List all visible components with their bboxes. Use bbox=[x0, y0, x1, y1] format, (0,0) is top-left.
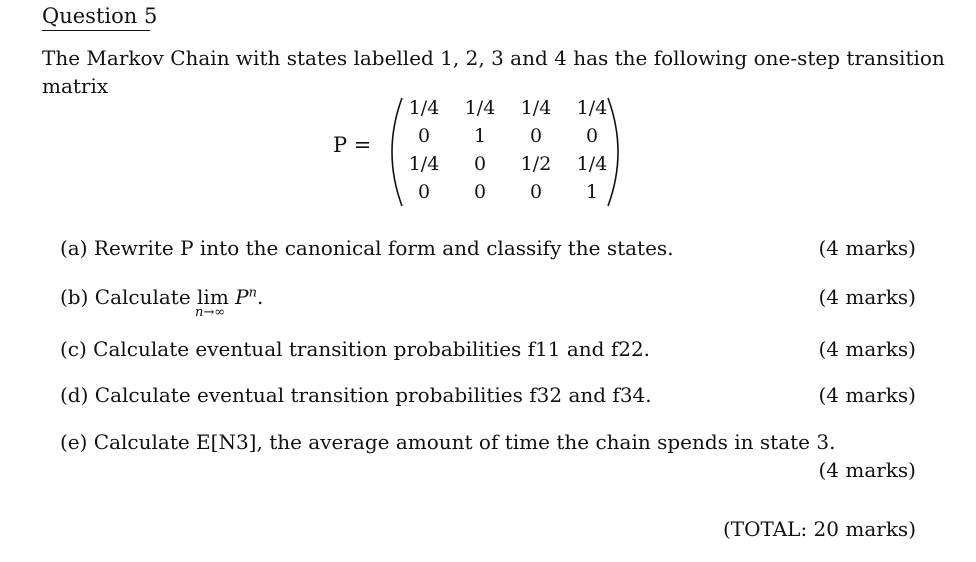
matrix-cell: 1/2 bbox=[520, 153, 552, 175]
part-a-text: (a) Rewrite P into the canonical form and classify the states. bbox=[60, 236, 674, 260]
title-underline bbox=[42, 30, 150, 31]
matrix-cell: 1 bbox=[585, 181, 599, 203]
matrix-cell: 1/4 bbox=[576, 153, 608, 175]
matrix-cell: 0 bbox=[417, 181, 431, 203]
matrix-label: P = bbox=[333, 133, 372, 157]
intro-line-1: The Markov Chain with states labelled 1, 2, 3 and 4 has the following one-step transition bbox=[42, 46, 945, 70]
question-intro bbox=[42, 44, 945, 100]
part-c-text: (c) Calculate eventual transition probabilities f11 and f22. bbox=[60, 337, 651, 361]
matrix-cell: 1/4 bbox=[520, 97, 552, 119]
matrix-cell: 0 bbox=[473, 153, 487, 175]
part-a-marks: (4 marks) bbox=[818, 236, 916, 260]
limit-word: lim bbox=[197, 285, 229, 309]
matrix-cell: 0 bbox=[417, 125, 431, 147]
matrix-row bbox=[396, 122, 620, 150]
matrix-cell: 0 bbox=[585, 125, 599, 147]
intro-line-2: matrix bbox=[42, 74, 109, 98]
question-title: Question 5 bbox=[42, 4, 158, 28]
part-b-marks: (4 marks) bbox=[818, 285, 916, 309]
matrix-cell: 1/4 bbox=[408, 153, 440, 175]
matrix-row bbox=[396, 150, 620, 178]
part-d-text: (d) Calculate eventual transition probabilities f32 and f34. bbox=[60, 383, 652, 407]
part-b-expr: P bbox=[235, 285, 249, 309]
limit-operator bbox=[195, 285, 229, 320]
matrix-cell: 0 bbox=[529, 125, 543, 147]
matrix-cell: 0 bbox=[473, 181, 487, 203]
part-c-marks: (4 marks) bbox=[818, 337, 916, 361]
matrix-cell: 0 bbox=[529, 181, 543, 203]
matrix-cell: 1/4 bbox=[576, 97, 608, 119]
part-d-marks: (4 marks) bbox=[818, 383, 916, 407]
part-e-text: (e) Calculate E[N3], the average amount of time the chain spends in state 3. bbox=[60, 430, 836, 454]
part-b-text bbox=[60, 285, 264, 320]
matrix-cell: 1/4 bbox=[408, 97, 440, 119]
part-b-sup: n bbox=[248, 285, 257, 301]
matrix-row bbox=[396, 94, 620, 122]
matrix-cell: 1/4 bbox=[464, 97, 496, 119]
matrix-row bbox=[396, 178, 620, 206]
total-marks: (TOTAL: 20 marks) bbox=[722, 517, 916, 541]
part-e-marks: (4 marks) bbox=[818, 458, 916, 482]
matrix-cell: 1 bbox=[473, 125, 487, 147]
part-b-suffix: . bbox=[257, 285, 264, 309]
limit-subscript: n→∞ bbox=[195, 305, 226, 320]
transition-matrix bbox=[396, 94, 620, 206]
part-b-prefix: (b) Calculate bbox=[60, 285, 198, 309]
